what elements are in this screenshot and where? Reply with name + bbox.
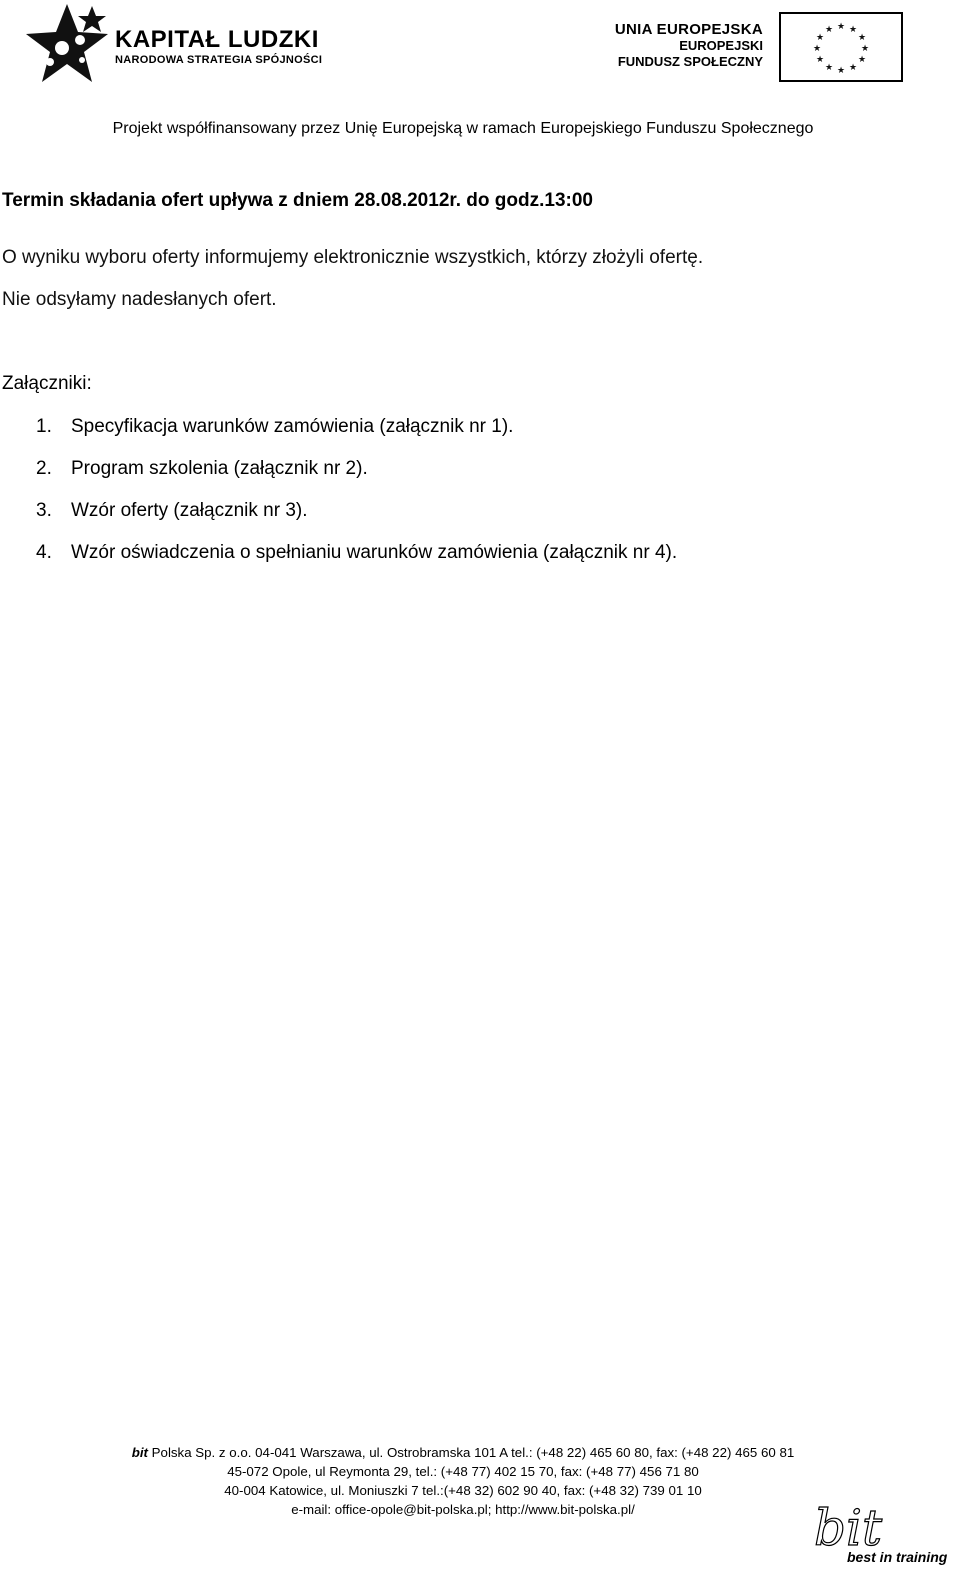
svg-text:★: ★ bbox=[860, 44, 870, 54]
footer-line-3: 40-004 Katowice, ul. Moniuszki 7 tel.:(+48 32) 602 90 40, fax: (+48 32) 739 01 10 bbox=[224, 1483, 702, 1498]
svg-text:★: ★ bbox=[824, 63, 834, 73]
attachment-number: 4. bbox=[36, 542, 52, 563]
kapital-ludzki-star-icon bbox=[22, 2, 112, 86]
eu-line-2: EUROPEJSKI bbox=[679, 38, 763, 53]
attachment-item bbox=[36, 457, 677, 499]
svg-text:★: ★ bbox=[857, 33, 867, 43]
bit-logo-word: bit bbox=[814, 1503, 883, 1551]
attachment-number: 1. bbox=[36, 416, 52, 437]
svg-text:★: ★ bbox=[857, 55, 867, 65]
eu-line-3: FUNDUSZ SPOŁECZNY bbox=[617, 54, 763, 69]
cofinancing-note: Projekt współfinansowany przez Unię Europejską w ramach Europejskiego Funduszu Społecznego bbox=[112, 120, 814, 137]
bit-logo-tagline: best in training bbox=[847, 1549, 948, 1565]
svg-text:★: ★ bbox=[836, 66, 846, 76]
footer-company-word: bit bbox=[131, 1445, 148, 1460]
attachment-number: 2. bbox=[36, 458, 52, 479]
kapital-ludzki-title: KAPITAŁ LUDZKI bbox=[115, 26, 319, 53]
attachment-text: Wzór oświadczenia o spełnianiu warunków zamówienia (załącznik nr 4). bbox=[71, 542, 678, 563]
attachment-number: 3. bbox=[36, 500, 52, 521]
attachments-list bbox=[36, 415, 677, 583]
attachment-text: Wzór oferty (załącznik nr 3). bbox=[71, 500, 308, 521]
svg-text:★: ★ bbox=[812, 44, 822, 54]
eu-line-1: UNIA EUROPEJSKA bbox=[614, 21, 763, 38]
svg-text:★: ★ bbox=[824, 25, 834, 35]
svg-text:★: ★ bbox=[848, 63, 858, 73]
eu-label bbox=[615, 22, 763, 70]
no-return-notice: Nie odsyłamy nadesłanych ofert. bbox=[2, 289, 277, 310]
footer-line-4: e-mail: office-opole@bit-polska.pl; http://www.bit-polska.pl/ bbox=[291, 1502, 635, 1517]
svg-text:★: ★ bbox=[815, 33, 825, 43]
attachment-item bbox=[36, 499, 677, 541]
result-notice: O wyniku wyboru oferty informujemy elektronicznie wszystkich, którzy złożyli ofertę. bbox=[2, 247, 704, 268]
attachments-heading: Załączniki: bbox=[2, 373, 92, 394]
svg-text:★: ★ bbox=[836, 22, 846, 32]
footer-line-1-text: Polska Sp. z o.o. 04-041 Warszawa, ul. Ostrobramska 101 A tel.: (+48 22) 465 60 80, fax: (+48 22) 465 60 81 bbox=[147, 1445, 795, 1460]
footer-line-2: 45-072 Opole, ul Reymonta 29, tel.: (+48 77) 402 15 70, fax: (+48 77) 456 71 80 bbox=[227, 1464, 699, 1479]
footer-contact bbox=[0, 1443, 926, 1519]
attachment-text: Program szkolenia (załącznik nr 2). bbox=[71, 458, 368, 479]
kapital-ludzki-subtitle: NARODOWA STRATEGIA SPÓJNOŚCI bbox=[115, 54, 323, 66]
svg-text:★: ★ bbox=[815, 55, 825, 65]
attachment-item bbox=[36, 541, 677, 583]
svg-text:★: ★ bbox=[848, 25, 858, 35]
eu-flag-icon bbox=[779, 12, 903, 82]
attachment-text: Specyfikacja warunków zamówienia (załącznik nr 1). bbox=[71, 416, 514, 437]
attachment-item bbox=[36, 415, 677, 457]
footer-line-1 bbox=[0, 1443, 926, 1462]
offer-deadline: Termin składania ofert upływa z dniem 28.08.2012r. do godz.13:00 bbox=[2, 190, 593, 211]
